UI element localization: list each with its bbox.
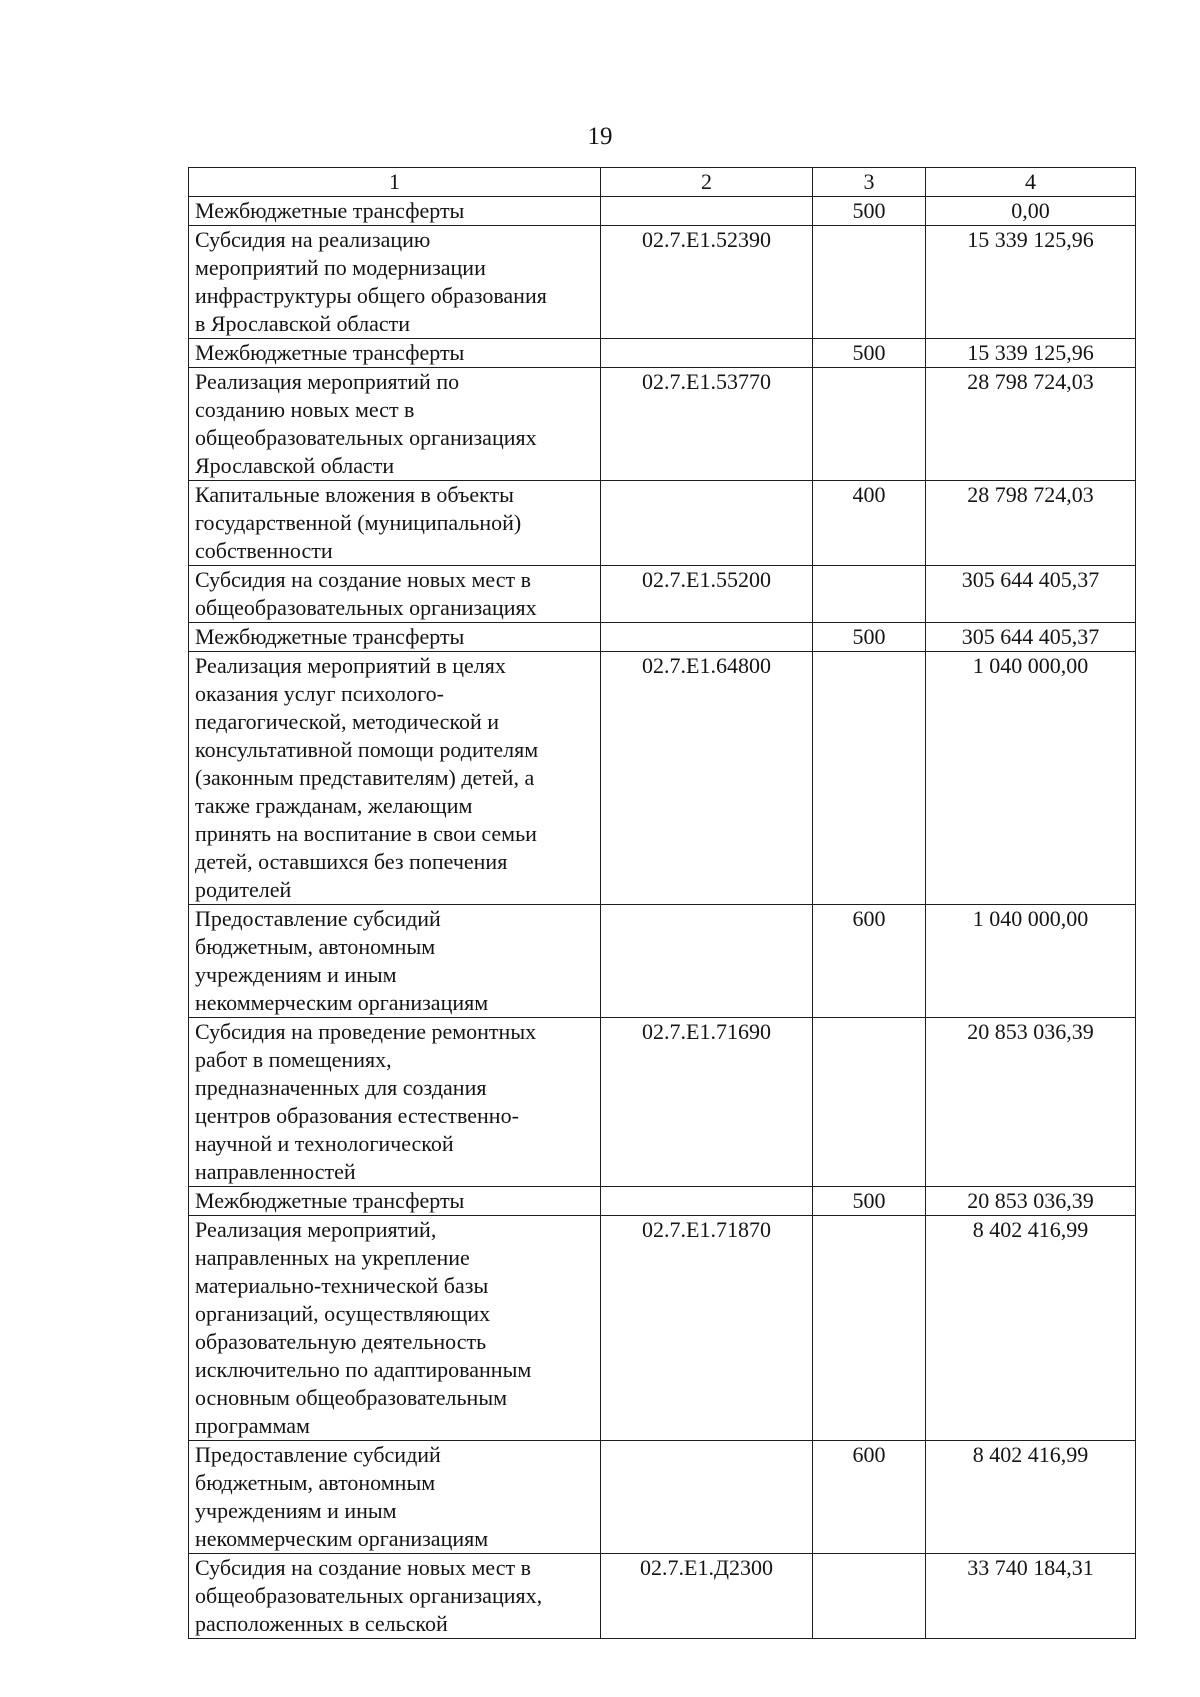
row-amount-cell: 0,00 — [926, 197, 1136, 226]
row-type-cell: 500 — [813, 339, 926, 368]
row-code-cell: 02.7.Е1.52390 — [601, 226, 813, 339]
header-cell-2: 2 — [601, 168, 813, 197]
table-row — [189, 368, 1136, 481]
table-row — [189, 652, 1136, 905]
table-row — [189, 226, 1136, 339]
row-amount-cell: 20 853 036,39 — [926, 1187, 1136, 1216]
table-row — [189, 339, 1136, 368]
row-code-cell: 02.7.Е1.71870 — [601, 1216, 813, 1441]
row-amount-cell: 8 402 416,99 — [926, 1441, 1136, 1554]
row-amount-cell: 1 040 000,00 — [926, 652, 1136, 905]
table-row — [189, 566, 1136, 623]
row-name-cell: Субсидия на создание новых мест в общеобразовательных организациях — [189, 566, 601, 623]
table-row — [189, 1187, 1136, 1216]
row-type-cell — [813, 652, 926, 905]
row-type-cell — [813, 1216, 926, 1441]
table-row — [189, 1018, 1136, 1187]
row-name-cell: Субсидия на реализацию мероприятий по модернизации инфраструктуры общего образования в Ярославской области — [189, 226, 601, 339]
table-row — [189, 481, 1136, 566]
row-name-cell: Предоставление субсидий бюджетным, автономным учреждениям и иным некоммерческим организациям — [189, 1441, 601, 1554]
row-code-cell — [601, 905, 813, 1018]
row-code-cell — [601, 197, 813, 226]
budget-table — [188, 167, 1136, 1639]
row-code-cell: 02.7.Е1.53770 — [601, 368, 813, 481]
row-code-cell: 02.7.Е1.71690 — [601, 1018, 813, 1187]
table-row — [189, 1216, 1136, 1441]
row-amount-cell: 1 040 000,00 — [926, 905, 1136, 1018]
row-code-cell — [601, 623, 813, 652]
page-number: 19 — [587, 123, 613, 150]
row-name-cell: Реализация мероприятий в целях оказания услуг психолого- педагогической, методической и консультативной помощи родителям (законным представителям) детей, а также гражданам, желающим принять на воспитание в свои семьи детей, оставшихся без попечения родителей — [189, 652, 601, 905]
row-type-cell: 500 — [813, 1187, 926, 1216]
header-cell-4: 4 — [926, 168, 1136, 197]
row-name-cell: Межбюджетные трансферты — [189, 623, 601, 652]
table-header-row — [189, 168, 1136, 197]
row-name-cell: Реализация мероприятий, направленных на укрепление материально-технической базы организаций, осуществляющих образовательную деятельность исключительно по адаптированным основным общеобразовательным программам — [189, 1216, 601, 1441]
row-name-cell: Субсидия на проведение ремонтных работ в помещениях, предназначенных для создания центров образования естественно- научной и технологической направленностей — [189, 1018, 601, 1187]
row-amount-cell: 305 644 405,37 — [926, 566, 1136, 623]
row-name-cell: Предоставление субсидий бюджетным, автономным учреждениям и иным некоммерческим организациям — [189, 905, 601, 1018]
header-cell-3: 3 — [813, 168, 926, 197]
row-code-cell — [601, 1187, 813, 1216]
row-type-cell: 600 — [813, 905, 926, 1018]
row-code-cell — [601, 481, 813, 566]
row-type-cell: 500 — [813, 197, 926, 226]
row-amount-cell: 15 339 125,96 — [926, 226, 1136, 339]
table-row — [189, 1554, 1136, 1639]
row-amount-cell: 20 853 036,39 — [926, 1018, 1136, 1187]
row-type-cell — [813, 566, 926, 623]
row-type-cell — [813, 226, 926, 339]
row-name-cell: Межбюджетные трансферты — [189, 1187, 601, 1216]
row-code-cell: 02.7.Е1.55200 — [601, 566, 813, 623]
row-type-cell: 500 — [813, 623, 926, 652]
row-type-cell — [813, 1554, 926, 1639]
table-row — [189, 905, 1136, 1018]
table-row — [189, 1441, 1136, 1554]
row-name-cell: Реализация мероприятий по созданию новых мест в общеобразовательных организациях Ярославской области — [189, 368, 601, 481]
table-row — [189, 623, 1136, 652]
row-type-cell: 400 — [813, 481, 926, 566]
row-type-cell — [813, 1018, 926, 1187]
row-amount-cell: 28 798 724,03 — [926, 481, 1136, 566]
row-amount-cell: 8 402 416,99 — [926, 1216, 1136, 1441]
row-amount-cell: 305 644 405,37 — [926, 623, 1136, 652]
row-amount-cell: 28 798 724,03 — [926, 368, 1136, 481]
table-row — [189, 197, 1136, 226]
row-type-cell — [813, 368, 926, 481]
row-code-cell: 02.7.Е1.Д2300 — [601, 1554, 813, 1639]
row-name-cell: Субсидия на создание новых мест в общеобразовательных организациях, расположенных в сельской — [189, 1554, 601, 1639]
row-name-cell: Межбюджетные трансферты — [189, 339, 601, 368]
row-code-cell — [601, 1441, 813, 1554]
row-code-cell: 02.7.Е1.64800 — [601, 652, 813, 905]
row-name-cell: Капитальные вложения в объекты государственной (муниципальной) собственности — [189, 481, 601, 566]
row-name-cell: Межбюджетные трансферты — [189, 197, 601, 226]
row-code-cell — [601, 339, 813, 368]
header-cell-1: 1 — [189, 168, 601, 197]
row-amount-cell: 33 740 184,31 — [926, 1554, 1136, 1639]
row-type-cell: 600 — [813, 1441, 926, 1554]
row-amount-cell: 15 339 125,96 — [926, 339, 1136, 368]
